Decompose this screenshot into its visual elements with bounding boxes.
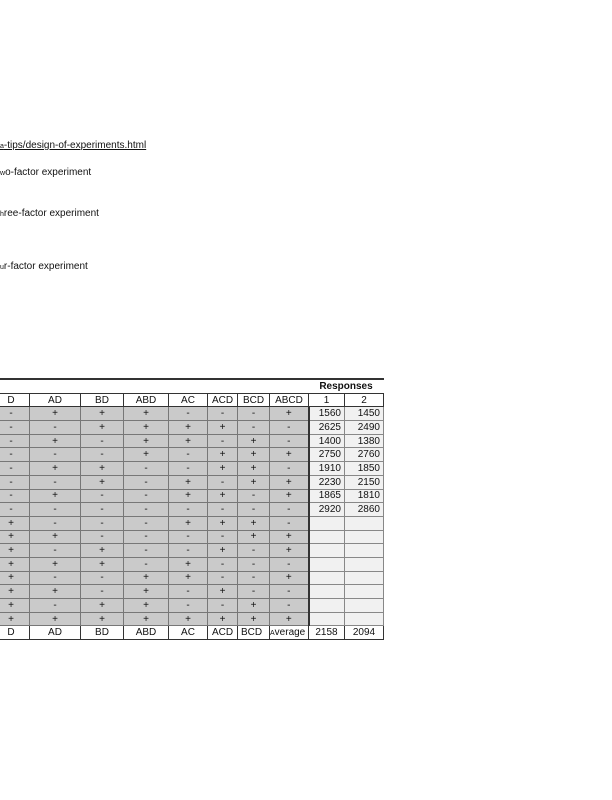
url-text: -tips/design-of-experiments.html (3, 140, 147, 151)
response-cell[interactable]: 2230 (309, 475, 345, 489)
footer-label: ACD (208, 626, 238, 640)
reference-url[interactable] (0, 140, 146, 151)
response-cell[interactable] (345, 612, 384, 626)
sign-cell: + (0, 530, 30, 544)
sign-cell: + (30, 585, 81, 599)
sign-cell: + (208, 489, 238, 503)
sign-cell: + (30, 530, 81, 544)
sign-cell: - (208, 557, 238, 571)
sign-cell: + (30, 612, 81, 626)
responses-title: Responses (309, 379, 384, 393)
footer-label: ABD (124, 626, 169, 640)
three-factor-text: ree-factor experiment (3, 208, 99, 219)
sign-cell: + (0, 599, 30, 613)
response-cell[interactable]: 2760 (345, 448, 384, 462)
sign-cell: + (30, 489, 81, 503)
response-cell[interactable] (345, 571, 384, 585)
table-row (0, 516, 384, 530)
sign-cell: + (238, 599, 270, 613)
sign-cell: - (238, 503, 270, 517)
sign-cell: - (30, 544, 81, 558)
sign-cell: - (169, 503, 208, 517)
sign-cell: - (81, 448, 124, 462)
response-cell[interactable]: 2920 (309, 503, 345, 517)
sign-cell: + (124, 585, 169, 599)
sign-cell: - (169, 544, 208, 558)
sign-cell: + (208, 421, 238, 435)
response-cell[interactable] (309, 544, 345, 558)
sign-cell: - (169, 407, 208, 421)
response-cell[interactable]: 2490 (345, 421, 384, 435)
sign-cell: + (0, 571, 30, 585)
response-cell[interactable] (345, 599, 384, 613)
sign-cell: - (208, 434, 238, 448)
sign-cell: - (238, 544, 270, 558)
sign-cell: - (81, 516, 124, 530)
sign-cell: + (124, 571, 169, 585)
sign-cell: + (124, 612, 169, 626)
sign-cell: - (0, 462, 30, 476)
sign-cell: - (30, 475, 81, 489)
sign-cell: - (238, 421, 270, 435)
col-header: AD (30, 393, 81, 407)
sign-cell: - (30, 503, 81, 517)
sign-cell: - (270, 585, 309, 599)
sign-cell: - (238, 571, 270, 585)
sign-cell: - (124, 475, 169, 489)
four-factor-prefix: u (0, 264, 4, 271)
sign-cell: - (30, 448, 81, 462)
sign-cell: - (238, 557, 270, 571)
response-cell[interactable] (345, 585, 384, 599)
table-row (0, 462, 384, 476)
response-cell[interactable]: 1850 (345, 462, 384, 476)
sign-cell: + (208, 516, 238, 530)
sign-cell: - (169, 530, 208, 544)
footer-label: AD (30, 626, 81, 640)
footer-label: AC (169, 626, 208, 640)
table-row (0, 585, 384, 599)
sign-cell: + (169, 434, 208, 448)
sign-cell: - (208, 530, 238, 544)
sign-cell: - (270, 503, 309, 517)
response-cell[interactable]: 2860 (345, 503, 384, 517)
sign-cell: - (81, 571, 124, 585)
sign-cell: + (81, 462, 124, 476)
average-label (270, 626, 309, 640)
footer-label: D (0, 626, 30, 640)
sign-cell: + (81, 599, 124, 613)
sign-cell: - (169, 448, 208, 462)
sign-cell: + (169, 571, 208, 585)
sign-cell: + (30, 407, 81, 421)
sign-cell: + (124, 407, 169, 421)
sign-cell: - (81, 434, 124, 448)
response-cell[interactable] (309, 557, 345, 571)
sign-cell: - (270, 462, 309, 476)
sign-cell: - (0, 475, 30, 489)
response-cell[interactable] (309, 585, 345, 599)
sign-cell: + (169, 612, 208, 626)
sign-cell: - (169, 462, 208, 476)
response-cell[interactable]: 1865 (309, 489, 345, 503)
col-header: D (0, 393, 30, 407)
sign-cell: - (0, 434, 30, 448)
sign-cell: - (0, 489, 30, 503)
sign-cell: + (270, 612, 309, 626)
sign-cell: - (0, 407, 30, 421)
response-cell[interactable] (309, 612, 345, 626)
footer-bcd: BCD (241, 627, 263, 639)
table-row (0, 489, 384, 503)
table-row (0, 557, 384, 571)
sign-cell: + (208, 544, 238, 558)
sign-cell: + (124, 421, 169, 435)
sign-cell: + (270, 544, 309, 558)
sign-cell: + (30, 557, 81, 571)
sign-cell: + (81, 421, 124, 435)
sign-cell: - (124, 516, 169, 530)
sign-cell: + (208, 585, 238, 599)
sign-cell: + (124, 599, 169, 613)
col-header: AC (169, 393, 208, 407)
sign-cell: - (81, 489, 124, 503)
sign-cell: + (169, 516, 208, 530)
sign-cell: + (169, 421, 208, 435)
footer-label (238, 626, 270, 640)
two-factor-text: o-factor experiment (5, 167, 92, 178)
response-cell[interactable]: 2150 (345, 475, 384, 489)
response-cell[interactable] (309, 530, 345, 544)
response-cell[interactable] (309, 571, 345, 585)
average-response-1: 2158 (309, 626, 345, 640)
sign-cell: + (270, 530, 309, 544)
response-cell[interactable]: 1400 (309, 434, 345, 448)
col-header: ACD (208, 393, 238, 407)
sign-cell: + (208, 448, 238, 462)
sign-cell: + (169, 489, 208, 503)
sign-cell: + (81, 557, 124, 571)
sign-cell: + (208, 612, 238, 626)
average-prefix: A (270, 629, 275, 637)
sign-cell: - (238, 585, 270, 599)
two-factor-label (0, 167, 91, 178)
sign-cell: + (0, 585, 30, 599)
sign-cell: + (238, 530, 270, 544)
average-text: verage (274, 626, 306, 638)
four-factor-label (0, 261, 88, 272)
sign-cell: - (270, 557, 309, 571)
sign-cell: - (81, 530, 124, 544)
two-factor-prefix: w (0, 170, 6, 177)
footer-label: BD (81, 626, 124, 640)
sign-cell: - (208, 503, 238, 517)
sign-cell: + (0, 612, 30, 626)
three-factor-label (0, 208, 99, 219)
sign-cell: - (81, 585, 124, 599)
sign-cell: - (208, 407, 238, 421)
col-header: BD (81, 393, 124, 407)
sign-cell: + (270, 448, 309, 462)
sign-cell: - (169, 585, 208, 599)
table-row (0, 434, 384, 448)
response-cell[interactable]: 1560 (309, 407, 345, 421)
sign-cell: - (270, 599, 309, 613)
sign-cell: - (238, 407, 270, 421)
sign-cell: - (124, 462, 169, 476)
sign-cell: - (238, 489, 270, 503)
response-cell[interactable]: 1910 (309, 462, 345, 476)
sign-cell: + (0, 544, 30, 558)
column-header-row (0, 393, 384, 407)
sign-cell: + (169, 475, 208, 489)
sign-cell: + (81, 475, 124, 489)
sign-cell: - (30, 421, 81, 435)
response-cell[interactable]: 2625 (309, 421, 345, 435)
sign-cell: - (208, 475, 238, 489)
sign-cell: + (270, 475, 309, 489)
table-row (0, 448, 384, 462)
table-row (0, 599, 384, 613)
sign-cell: + (238, 448, 270, 462)
sign-cell: + (270, 489, 309, 503)
response-cell[interactable] (309, 599, 345, 613)
sign-cell: - (30, 599, 81, 613)
sign-cell: + (81, 612, 124, 626)
four-factor-text: r-factor experiment (3, 261, 88, 272)
sign-cell: + (270, 571, 309, 585)
response-cell[interactable]: 1810 (345, 489, 384, 503)
sign-cell: + (238, 462, 270, 476)
sign-cell: - (270, 421, 309, 435)
sign-cell: - (208, 599, 238, 613)
average-row (0, 626, 384, 640)
sign-cell: + (124, 448, 169, 462)
table-row (0, 421, 384, 435)
sign-cell: - (124, 557, 169, 571)
table-row (0, 503, 384, 517)
sign-cell: - (0, 448, 30, 462)
sign-cell: - (124, 489, 169, 503)
response-cell[interactable] (309, 516, 345, 530)
three-factor-prefix: h (0, 211, 4, 218)
sign-cell: - (0, 503, 30, 517)
sign-cell: + (81, 407, 124, 421)
table-row (0, 571, 384, 585)
sign-cell: + (238, 434, 270, 448)
col-header: BCD (238, 393, 270, 407)
table-row (0, 407, 384, 421)
sign-cell: - (124, 530, 169, 544)
sign-cell: - (124, 503, 169, 517)
table-row (0, 475, 384, 489)
sign-cell: - (0, 421, 30, 435)
response-cell[interactable]: 2750 (309, 448, 345, 462)
table-row (0, 530, 384, 544)
sign-cell: - (270, 516, 309, 530)
responses-title-row (0, 379, 384, 393)
table-row (0, 612, 384, 626)
sign-cell: - (30, 571, 81, 585)
sign-cell: - (124, 544, 169, 558)
sign-cell: - (30, 516, 81, 530)
sign-cell: + (0, 516, 30, 530)
design-rows (0, 407, 384, 626)
table-row (0, 544, 384, 558)
response-cell[interactable] (345, 530, 384, 544)
sign-cell: + (169, 557, 208, 571)
sign-cell: + (0, 557, 30, 571)
response-cell[interactable]: 1380 (345, 434, 384, 448)
sign-cell: - (169, 599, 208, 613)
col-header: ABCD (270, 393, 309, 407)
sign-cell: + (208, 462, 238, 476)
sign-cell: + (81, 544, 124, 558)
response-cell[interactable] (345, 516, 384, 530)
col-header: ABD (124, 393, 169, 407)
url-prefix: a (0, 143, 4, 150)
sign-cell: + (270, 407, 309, 421)
sign-cell: - (270, 434, 309, 448)
response-cell[interactable]: 1450 (345, 407, 384, 421)
average-response-2: 2094 (345, 626, 384, 640)
sign-cell: + (124, 434, 169, 448)
sign-cell: + (238, 612, 270, 626)
response-cell[interactable] (345, 544, 384, 558)
sign-cell: + (30, 434, 81, 448)
col-header: 1 (309, 393, 345, 407)
col-header: 2 (345, 393, 384, 407)
response-cell[interactable] (345, 557, 384, 571)
sign-cell: + (30, 462, 81, 476)
sign-cell: + (238, 516, 270, 530)
sign-cell: - (208, 571, 238, 585)
sign-cell: + (238, 475, 270, 489)
doe-design-table (0, 378, 384, 640)
sign-cell: - (81, 503, 124, 517)
